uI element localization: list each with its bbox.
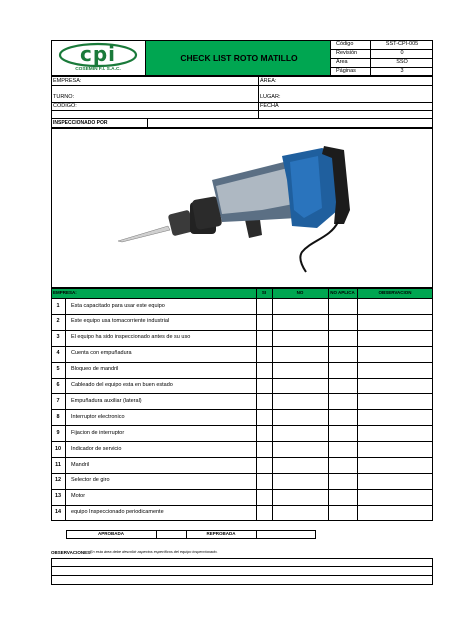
no-checkbox[interactable] — [273, 299, 328, 313]
empresa-field[interactable] — [90, 77, 256, 85]
no-aplica-checkbox[interactable] — [329, 506, 357, 520]
item-number: 10 — [54, 445, 62, 452]
item-text: Mandril — [71, 461, 90, 468]
rotary-hammer-icon — [112, 140, 352, 275]
item-text: Bloqueo de mandril — [71, 366, 119, 373]
si-checkbox[interactable] — [257, 426, 272, 440]
lugar-label: LUGAR: — [260, 94, 281, 100]
item-text: Fijacion de interruptor — [71, 429, 125, 436]
col-no-aplica: NO APLICA — [330, 290, 355, 295]
observacion-field[interactable] — [358, 442, 432, 456]
item-number: 9 — [56, 429, 60, 436]
no-checkbox[interactable] — [273, 363, 328, 377]
no-aplica-checkbox[interactable] — [329, 347, 357, 361]
no-checkbox[interactable] — [273, 506, 328, 520]
no-checkbox[interactable] — [273, 315, 328, 329]
si-checkbox[interactable] — [257, 410, 272, 424]
meta-label-paginas: Páginas — [336, 68, 356, 74]
reprobada-checkbox[interactable] — [257, 531, 316, 538]
si-checkbox[interactable] — [257, 506, 272, 520]
item-number: 5 — [56, 366, 60, 373]
no-aplica-checkbox[interactable] — [329, 490, 357, 504]
observaciones-label: OBSERVACIONES: — [51, 550, 92, 555]
no-aplica-checkbox[interactable] — [329, 363, 357, 377]
item-number: 1 — [56, 302, 60, 309]
col-observacion: OBSERVACION — [378, 290, 412, 295]
logo-subtitle: COSEMIN F.I. S.A.C. — [75, 67, 121, 72]
reprobada-label: REPROBADA — [206, 531, 236, 536]
si-checkbox[interactable] — [257, 442, 272, 456]
si-checkbox[interactable] — [257, 347, 272, 361]
no-aplica-checkbox[interactable] — [329, 442, 357, 456]
observacion-field[interactable] — [358, 331, 432, 345]
item-text: Este equipo usa tomacorriente industrial — [71, 318, 170, 325]
no-checkbox[interactable] — [273, 379, 328, 393]
codigo-field[interactable] — [90, 103, 256, 110]
si-checkbox[interactable] — [257, 490, 272, 504]
inspeccionado-label: INSPECCIONADO POR — [53, 120, 108, 126]
item-number: 6 — [56, 382, 60, 388]
item-number: 3 — [56, 334, 60, 341]
no-aplica-checkbox[interactable] — [329, 331, 357, 345]
item-text: Interruptor electronico — [71, 413, 125, 420]
no-checkbox[interactable] — [273, 426, 328, 440]
observaciones-hint: En esta área debe describir aspectos específicos del equipo inspeccionado. — [90, 550, 218, 554]
item-text: Esta capacitado para usar este equipo — [71, 302, 165, 309]
codigo-label: CÓDIGO: — [53, 103, 77, 109]
no-aplica-checkbox[interactable] — [329, 474, 357, 488]
no-checkbox[interactable] — [273, 410, 328, 424]
meta-value-paginas: 3 — [400, 68, 404, 74]
observacion-field[interactable] — [358, 299, 432, 313]
item-number: 11 — [55, 461, 61, 468]
meta-label-codigo: Código — [336, 41, 354, 47]
item-text: Selector de giro — [71, 477, 110, 484]
title-banner — [145, 41, 331, 75]
fecha-field[interactable] — [285, 103, 431, 110]
logo — [53, 42, 143, 74]
si-checkbox[interactable] — [257, 474, 272, 488]
item-number: 12 — [54, 477, 62, 484]
si-checkbox[interactable] — [257, 363, 272, 377]
item-text: El equipo ha sido inspeccionado antes de su uso — [71, 334, 191, 341]
item-text: Motor — [71, 493, 86, 500]
observacion-field[interactable] — [358, 379, 432, 393]
no-checkbox[interactable] — [273, 347, 328, 361]
item-number: 7 — [56, 397, 60, 404]
area-label: ÁREA: — [260, 78, 277, 84]
observacion-field[interactable] — [358, 394, 432, 408]
item-number: 4 — [56, 350, 60, 357]
meta-label-revision: Revisión — [336, 50, 358, 56]
item-number: 8 — [56, 413, 60, 420]
fecha-label: FECHA — [260, 103, 279, 109]
logo-text: cpi — [79, 42, 117, 66]
turno-label: TURNO: — [53, 94, 75, 100]
no-checkbox[interactable] — [273, 394, 328, 408]
item-number: 14 — [54, 509, 62, 516]
si-checkbox[interactable] — [257, 379, 272, 393]
meta-value-area: SSO — [396, 59, 408, 65]
no-checkbox[interactable] — [273, 442, 328, 456]
aprobada-checkbox[interactable] — [157, 531, 186, 538]
si-checkbox[interactable] — [257, 299, 272, 313]
item-text: Empuñadura auxiliar (lateral) — [71, 397, 142, 404]
item-text: equipo Inspeccionado periodicamente — [71, 509, 164, 516]
si-checkbox[interactable] — [257, 315, 272, 329]
observacion-field[interactable] — [358, 506, 432, 520]
col-si: SI — [261, 290, 267, 295]
observacion-field[interactable] — [358, 315, 432, 329]
area-field[interactable] — [285, 77, 431, 85]
no-aplica-checkbox[interactable] — [329, 315, 357, 329]
observacion-field[interactable] — [358, 490, 432, 504]
no-checkbox[interactable] — [273, 331, 328, 345]
no-checkbox[interactable] — [273, 490, 328, 504]
si-checkbox[interactable] — [257, 331, 272, 345]
no-aplica-checkbox[interactable] — [329, 410, 357, 424]
turno-field[interactable] — [90, 86, 256, 102]
no-checkbox[interactable] — [273, 458, 328, 472]
no-aplica-checkbox[interactable] — [329, 458, 357, 472]
meta-value-codigo: SST-CPI-005 — [385, 41, 419, 47]
item-number: 13 — [54, 493, 62, 500]
col-no: NO — [296, 290, 304, 295]
meta-value-revision: 0 — [400, 50, 404, 56]
no-aplica-checkbox[interactable] — [329, 379, 357, 393]
observacion-field[interactable] — [358, 410, 432, 424]
item-text: Indicador de servicio — [71, 445, 122, 452]
observacion-field[interactable] — [358, 347, 432, 361]
lugar-field[interactable] — [285, 86, 431, 102]
si-checkbox[interactable] — [257, 458, 272, 472]
no-aplica-checkbox[interactable] — [329, 394, 357, 408]
no-aplica-checkbox[interactable] — [329, 299, 357, 313]
si-checkbox[interactable] — [257, 394, 272, 408]
page-title: CHECK LIST ROTO MATILLO — [180, 53, 298, 63]
no-aplica-checkbox[interactable] — [329, 426, 357, 440]
observacion-field[interactable] — [358, 458, 432, 472]
inspeccionado-field[interactable] — [148, 119, 431, 127]
item-text: Cuenta con empuñadura — [71, 350, 132, 357]
observacion-field[interactable] — [358, 363, 432, 377]
col-empresa: EMPRESA: — [53, 290, 77, 295]
no-checkbox[interactable] — [273, 474, 328, 488]
rotary-hammer-image — [112, 140, 352, 275]
item-text: Cableado del equipo esta en buen estado — [71, 382, 173, 388]
item-number: 2 — [56, 318, 60, 325]
meta-label-area: Área — [336, 59, 348, 65]
empresa-label: EMPRESA: — [53, 78, 82, 84]
observacion-field[interactable] — [358, 426, 432, 440]
aprobada-label: APROBADA — [97, 531, 124, 536]
observacion-field[interactable] — [358, 474, 432, 488]
